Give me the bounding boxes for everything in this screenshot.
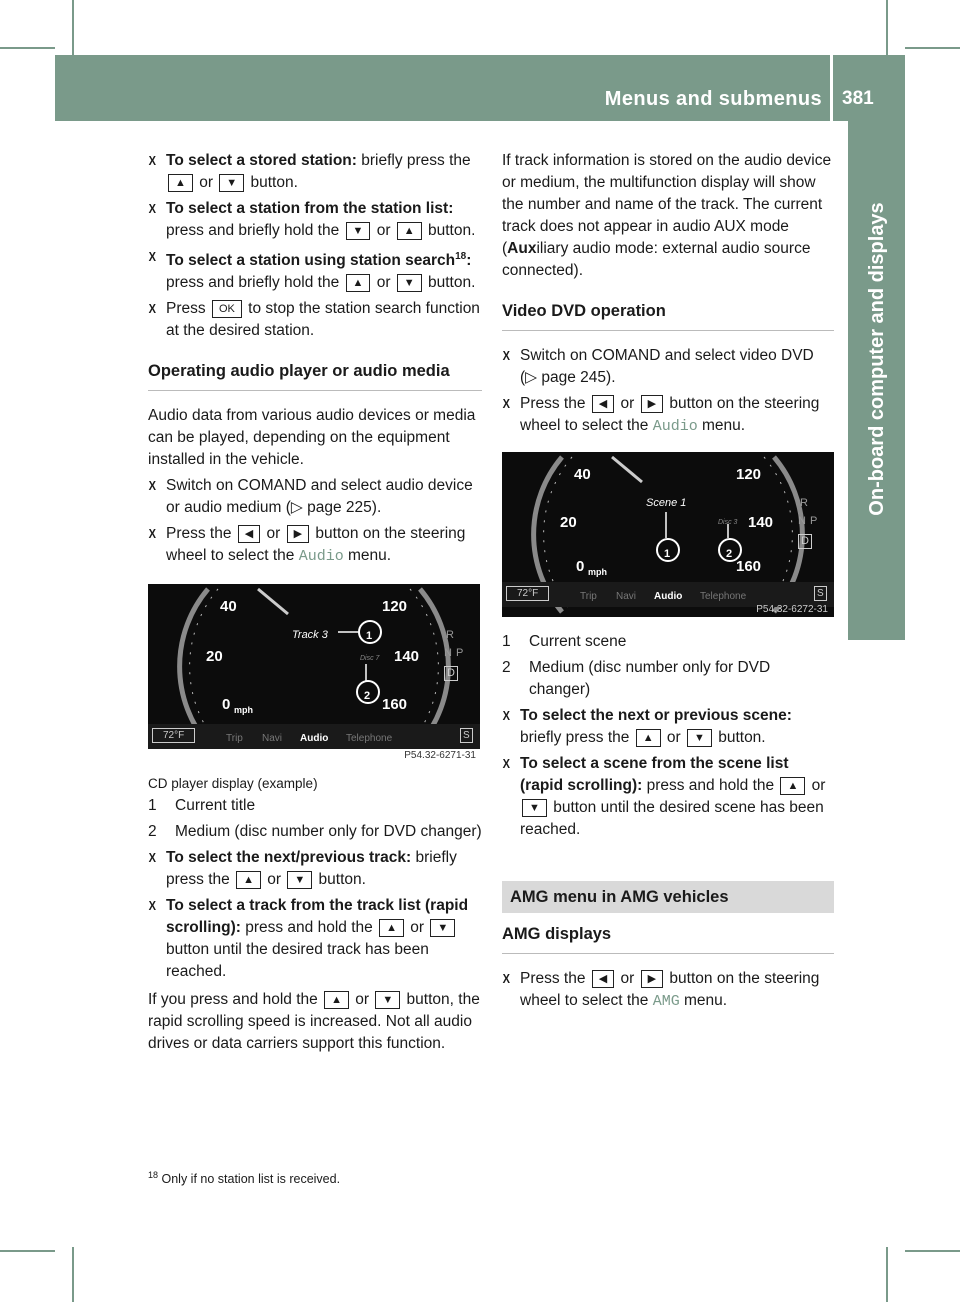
step-text: menu. (697, 417, 746, 434)
step-text: button on the steering wheel to select the (520, 970, 820, 1009)
step-select-amg-menu (502, 968, 834, 1013)
step-text: button until the desired scene has been reached. (520, 799, 824, 838)
step-text: or (372, 222, 395, 239)
step-text: button. (314, 871, 366, 889)
speed-140-label: 140 (394, 648, 420, 666)
step-text: button. (423, 222, 476, 239)
side-tab-marker (848, 596, 905, 640)
disc-label: Disc 3 (718, 519, 738, 526)
gear-d: D (798, 534, 812, 549)
down-key-icon: ▼ (287, 871, 312, 889)
s-indicator: S (814, 586, 827, 601)
crop-mark (0, 1250, 55, 1252)
header-separator (830, 55, 833, 121)
step-station-search (148, 246, 482, 294)
side-tab-label-wrap (848, 121, 905, 596)
step-title: To select a scene from the scene list (rapid scrolling): (520, 755, 789, 794)
menu-name: AMG (652, 993, 680, 1010)
menu-navi: Navi (262, 733, 283, 745)
instrument-cluster-graphic (148, 584, 480, 749)
paragraph-bold: Aux (507, 240, 537, 257)
paragraph-text: If you press and hold the (148, 991, 323, 1009)
step-text: or (194, 174, 218, 191)
step-text: press and briefly hold the (166, 222, 344, 239)
step-text: button on the steering wheel to select the (166, 525, 466, 565)
step-text: or (807, 777, 826, 794)
crop-mark (0, 47, 55, 49)
up-key-icon: ▲ (379, 919, 404, 937)
paragraph (502, 150, 834, 282)
image-reference-row (148, 749, 482, 763)
step-text: Press the (166, 525, 236, 543)
paragraph (148, 989, 482, 1055)
image-reference: P54.32-6272-31 (756, 604, 828, 615)
gear-r: R (446, 629, 454, 642)
menu-audio: Audio (300, 733, 329, 745)
legend-item (502, 631, 834, 653)
gear-r: R (800, 497, 808, 509)
legend-item (148, 795, 482, 817)
speed-120-label: 120 (382, 598, 408, 616)
menu-trip: Trip (580, 591, 597, 602)
paragraph-text: If track information is stored on the audio device or medium, the multifunction display will show the number and name of the track. The current track does not appear in audio AUX mode ( (502, 152, 832, 257)
step-scene-list (502, 753, 834, 841)
legend-text: Medium (disc number only for DVD changer) (529, 659, 771, 698)
step-next-previous-track (148, 847, 482, 891)
step-select-audio-menu (148, 523, 482, 568)
crop-mark (905, 1250, 960, 1252)
up-key-icon: ▲ (780, 777, 805, 795)
legend-text: Current scene (529, 633, 627, 650)
ok-key-icon: OK (212, 300, 242, 318)
right-key-icon: ▶ (641, 395, 663, 413)
callout-2: 2 (726, 548, 733, 560)
callout-1: 1 (366, 630, 373, 643)
right-key-icon: ▶ (641, 970, 663, 988)
crop-mark (905, 47, 960, 49)
up-key-icon: ▲ (636, 729, 661, 747)
step-title: : (466, 252, 472, 270)
gear-n: N (444, 647, 452, 660)
paragraph-text: button, the rapid scrolling speed is increased. Not all audio drives or data carriers support this function. (148, 991, 480, 1053)
menu-name: Audio (652, 418, 698, 435)
footnote-text: Only if no station list is received. (161, 1172, 341, 1187)
paragraph-text: or (350, 991, 374, 1009)
step-text: button on the steering wheel to select the (520, 395, 820, 434)
callout-1: 1 (664, 548, 671, 560)
callout-2: 2 (364, 690, 371, 703)
section-band-amg: AMG menu in AMG vehicles (502, 881, 834, 913)
crop-mark (886, 1247, 888, 1302)
speed-140-label: 140 (748, 514, 774, 531)
video-dvd-display-image (502, 452, 834, 617)
down-key-icon: ▼ (375, 991, 400, 1009)
legend-number-icon: 1 (148, 797, 157, 815)
step-text: to stop the station search function at the desired station. (166, 300, 480, 340)
legend-text: Medium (disc number only for DVD changer) (175, 823, 482, 841)
right-column (502, 150, 834, 1017)
paragraph: Audio data from various audio devices or media can be played, depending on the equipment installed in the vehicle. (148, 407, 476, 469)
step-text: press and hold the (642, 777, 779, 794)
cd-player-display-image (148, 584, 480, 749)
speed-20-label: 20 (560, 514, 577, 531)
step-text: or (616, 970, 639, 987)
step-title: To select the next or previous scene: (520, 707, 792, 724)
down-key-icon: ▼ (687, 729, 712, 747)
speed-160-label: 160 (736, 558, 762, 575)
step-text: briefly press the (520, 729, 634, 746)
step-title: To select a station using station search (166, 252, 456, 270)
step-text: button until the desired track has been reached. (166, 941, 429, 981)
footnote-ref: 18 (455, 251, 467, 262)
crop-mark (72, 1247, 74, 1302)
step-text: button. (246, 174, 298, 191)
page-title: Menus and submenus (604, 88, 822, 110)
step-track-list (148, 895, 482, 983)
step-stop-search (148, 298, 482, 342)
gear-n: N (798, 515, 806, 527)
speed-20-label: 20 (206, 648, 223, 666)
legend-number-icon: 2 (502, 659, 511, 676)
down-key-icon: ▼ (219, 174, 244, 192)
step-text: briefly press the (356, 152, 471, 169)
step-switch-on-video: X Switch on COMAND and select video DVD (▷ page 245). (502, 345, 834, 389)
legend-text: Current title (175, 797, 256, 815)
step-text: press and briefly hold the (166, 274, 344, 292)
step-select-audio-menu (502, 393, 834, 438)
paragraph-text: iliary audio mode: external audio source connected). (502, 240, 811, 279)
step-text: Press the (520, 970, 590, 987)
left-column (148, 150, 482, 1059)
section-heading-audio: Operating audio player or audio media (148, 360, 482, 391)
step-text: or (372, 274, 395, 292)
menu-navi: Navi (616, 591, 637, 602)
crop-mark (72, 0, 74, 55)
step-text: menu. (343, 547, 392, 565)
down-key-icon: ▼ (522, 799, 547, 817)
up-key-icon: ▲ (397, 222, 422, 240)
step-text: or (662, 729, 686, 746)
up-key-icon: ▲ (236, 871, 261, 889)
step-text: button. (713, 729, 766, 746)
menu-audio: Audio (654, 591, 683, 602)
left-key-icon: ◀ (592, 970, 614, 988)
image-reference: P54.32-6271-31 (404, 750, 476, 762)
step-text: button. (423, 274, 476, 292)
temperature-label: 72°F (506, 586, 549, 601)
legend-number-icon: 2 (148, 823, 157, 841)
mph-label: mph (234, 705, 253, 716)
scene-label: Scene 1 (646, 497, 687, 509)
speed-160-label: 160 (382, 696, 408, 714)
step-text: Press the (520, 395, 590, 412)
up-key-icon: ▲ (168, 174, 193, 192)
gear-p: P (810, 515, 818, 527)
menu-trip: Trip (226, 733, 243, 745)
step-text: menu. (679, 992, 728, 1009)
speed-120-label: 120 (736, 466, 762, 483)
step-text: press and hold the (240, 919, 378, 937)
down-key-icon: ▼ (346, 222, 371, 240)
gear-p: P (456, 647, 464, 660)
step-title: To select a station from the station list: (166, 200, 454, 217)
speed-0-label: 0 (222, 696, 231, 714)
left-key-icon: ◀ (592, 395, 614, 413)
gear-d: D (444, 666, 458, 681)
menu-telephone: Telephone (700, 591, 747, 602)
image-caption: CD player display (example) (148, 776, 318, 792)
speed-0-label: 0 (576, 558, 585, 575)
track-label: Track 3 (292, 629, 328, 642)
step-stored-station (148, 150, 482, 194)
s-indicator: S (460, 728, 473, 743)
speed-40-label: 40 (220, 598, 237, 616)
footnote (148, 1164, 340, 1190)
menu-name: Audio (298, 548, 344, 566)
step-station-list (148, 198, 482, 242)
speed-40-label: 40 (574, 466, 591, 483)
step-text: or (262, 525, 285, 543)
legend-item (502, 657, 834, 701)
step-title: To select the next/previous track: (166, 849, 412, 867)
legend-number-icon: 1 (502, 633, 511, 650)
down-key-icon: ▼ (430, 919, 455, 937)
step-switch-on-audio: X Switch on COMAND and select audio device or audio medium (▷ page 225). (148, 475, 482, 519)
mph-label: mph (588, 567, 607, 577)
step-text: Press (166, 300, 210, 318)
footnote-number: 18 (148, 1170, 159, 1180)
step-text: briefly press the (166, 849, 457, 889)
step-next-previous-scene (502, 705, 834, 749)
section-heading-amg: AMG displays (502, 923, 834, 954)
up-key-icon: ▲ (346, 274, 371, 292)
step-text: or (262, 871, 286, 889)
up-key-icon: ▲ (324, 991, 349, 1009)
side-tab-label: On-board computer and displays (865, 201, 888, 516)
temperature-label: 72°F (152, 728, 195, 743)
step-text: or (405, 919, 429, 937)
menu-telephone: Telephone (346, 733, 393, 745)
step-title: To select a stored station: (166, 152, 357, 169)
crop-mark (886, 0, 888, 55)
right-key-icon: ▶ (287, 525, 309, 543)
step-text: or (616, 395, 639, 412)
down-key-icon: ▼ (397, 274, 422, 292)
left-key-icon: ◀ (238, 525, 260, 543)
step-title: To select a track from the track list (rapid scrolling): (166, 897, 469, 937)
disc-label: Disc 7 (360, 655, 380, 663)
legend-item (148, 821, 482, 843)
section-heading-video: Video DVD operation (502, 300, 834, 331)
page-number: 381 (842, 88, 874, 109)
